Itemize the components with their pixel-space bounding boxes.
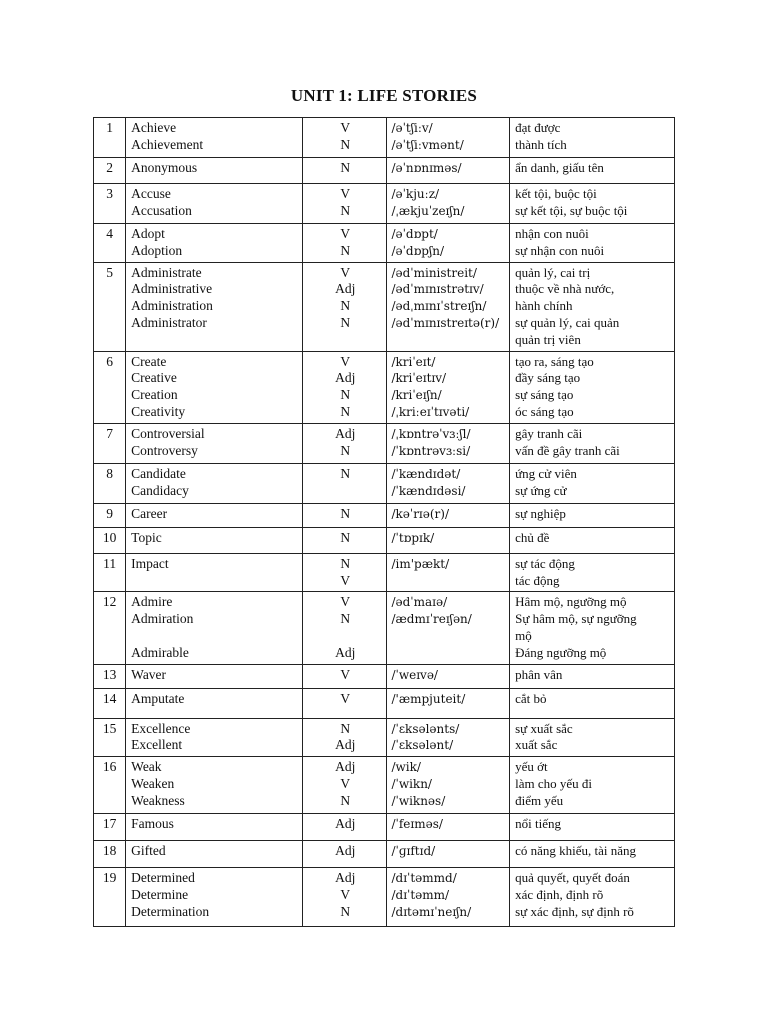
part-of-speech-line: N (340, 720, 351, 736)
part-of-speech-line: Adj (335, 737, 356, 753)
pronunciation-line: /ədˌmɪnɪˈstreɪʃn/ (391, 299, 487, 314)
meaning-line: tác động (515, 572, 560, 588)
table-row (94, 757, 675, 814)
word-line: Administrative (131, 281, 213, 297)
pronunciation-line: /ˈwikn/ (391, 776, 432, 791)
part-of-speech-cell (303, 527, 387, 553)
meaning-line: thuộc về nhà nước, (515, 281, 615, 297)
pronunciation-cell (387, 503, 510, 527)
part-of-speech-cell (303, 158, 387, 184)
part-of-speech-cell (303, 868, 387, 927)
word-line: Achievement (131, 136, 204, 152)
pronunciation-line: /dɪtəmɪˈneɪʃn/ (391, 904, 472, 919)
word-line: Determined (131, 870, 195, 886)
word-line: Determine (131, 886, 189, 902)
meaning-line: gây tranh cãi (515, 425, 583, 441)
pronunciation-line: /ədˈministreit/ (391, 265, 477, 280)
pronunciation-cell (387, 868, 510, 927)
part-of-speech-line: N (340, 202, 351, 218)
part-of-speech-line: Adj (335, 759, 356, 775)
pronunciation-line: /ədˈmɪnɪstreɪtə(r)/ (391, 315, 500, 330)
pronunciation-line: /kəˈrɪə(r)/ (391, 506, 450, 521)
meaning-cell (510, 224, 675, 263)
entry-number: 7 (94, 423, 126, 463)
word-line: Weaken (131, 775, 175, 791)
pronunciation-line: /ˈwiknəs/ (391, 793, 446, 808)
table-row (94, 351, 675, 423)
entry-number: 13 (94, 664, 126, 688)
part-of-speech-line: N (340, 555, 351, 571)
pronunciation-line: /ˈkændɪdət/ (391, 466, 461, 481)
pronunciation-line: /ədˈmaɪə/ (391, 595, 448, 610)
part-of-speech-line: V (340, 594, 351, 610)
part-of-speech-line: V (340, 572, 351, 588)
pronunciation-cell (387, 118, 510, 158)
part-of-speech-line: Adj (335, 843, 356, 859)
word-cell (126, 351, 303, 423)
meaning-line: kết tội, buộc tội (515, 186, 597, 201)
word-line: Administrate (131, 264, 202, 280)
table-row (94, 158, 675, 184)
word-line: Administrator (131, 314, 207, 330)
pronunciation-line: /ˈweɪvə/ (391, 667, 438, 682)
table-row (94, 592, 675, 664)
word-cell (126, 688, 303, 718)
meaning-line: có năng khiếu, tài năng (515, 843, 637, 859)
meaning-line: sự sáng tạo (515, 387, 574, 403)
meaning-line: sự nghiệp (515, 505, 566, 521)
word-line: Adoption (131, 242, 183, 258)
pronunciation-line: /əˈtʃiːv/ (391, 121, 433, 135)
part-of-speech-line: V (340, 690, 351, 706)
meaning-line: Đáng ngưỡng mộ (515, 644, 607, 660)
part-of-speech-line: Adj (335, 281, 356, 297)
pronunciation-cell (387, 351, 510, 423)
word-line: Candidacy (131, 482, 189, 498)
part-of-speech-line: V (340, 775, 351, 791)
word-cell (126, 841, 303, 868)
word-line: Create (131, 353, 167, 369)
meaning-line: đầy sáng tạo (515, 370, 581, 386)
meaning-cell (510, 423, 675, 463)
part-of-speech-cell (303, 718, 387, 757)
word-line: Achieve (131, 120, 177, 135)
part-of-speech-line: N (340, 298, 351, 314)
word-line: Excellence (131, 720, 191, 736)
part-of-speech-line: V (340, 353, 351, 369)
meaning-line: hành chính (515, 298, 573, 314)
part-of-speech-cell (303, 841, 387, 868)
table-row (94, 664, 675, 688)
entry-number: 17 (94, 814, 126, 841)
part-of-speech-cell (303, 503, 387, 527)
pronunciation-line: /kriˈeɪtɪv/ (391, 371, 447, 386)
meaning-line: đạt được (515, 120, 561, 135)
pronunciation-line: /ˈfeɪməs/ (391, 817, 443, 832)
pronunciation-cell (387, 553, 510, 592)
part-of-speech-line: N (340, 442, 351, 458)
pronunciation-line: /im'pækt/ (391, 556, 450, 571)
word-line: Anonymous (131, 160, 198, 175)
pronunciation-line: /ˌækjuˈzeɪʃn/ (391, 203, 465, 218)
part-of-speech-line: N (340, 160, 351, 175)
part-of-speech-cell (303, 118, 387, 158)
part-of-speech-line: N (340, 314, 351, 330)
part-of-speech-cell (303, 423, 387, 463)
part-of-speech-line: Adj (335, 870, 356, 886)
meaning-cell (510, 184, 675, 224)
word-line: Waver (131, 666, 167, 682)
word-cell (126, 262, 303, 351)
part-of-speech-cell (303, 351, 387, 423)
pronunciation-cell (387, 841, 510, 868)
word-line: Candidate (131, 465, 186, 481)
meaning-line: Hâm mộ, ngưỡng mộ (515, 594, 627, 610)
word-line: Admire (131, 594, 173, 610)
part-of-speech-cell (303, 224, 387, 263)
meaning-line: sự quản lý, cai quản (515, 314, 620, 330)
entry-number: 1 (94, 118, 126, 158)
entry-number: 6 (94, 351, 126, 423)
part-of-speech-line: N (340, 529, 351, 545)
pronunciation-line: /ˌkɒntrəˈvɜːʃl/ (391, 426, 471, 441)
part-of-speech-line: N (340, 403, 351, 419)
meaning-line: mộ (515, 627, 532, 643)
pronunciation-cell (387, 158, 510, 184)
word-line: Weakness (131, 792, 185, 808)
part-of-speech-cell (303, 664, 387, 688)
pronunciation-line: /ˈɛksələnt/ (391, 738, 454, 753)
pronunciation-line: /əˈkjuːz/ (391, 187, 440, 201)
part-of-speech-line: N (340, 903, 351, 919)
word-line: Controversy (131, 442, 198, 458)
table-row (94, 423, 675, 463)
part-of-speech-cell (303, 184, 387, 224)
meaning-cell (510, 688, 675, 718)
meaning-line: điểm yếu (515, 792, 564, 808)
meaning-line: yếu ớt (515, 759, 548, 775)
entry-number: 3 (94, 184, 126, 224)
word-line: Excellent (131, 737, 183, 753)
table-row (94, 184, 675, 224)
entry-number: 5 (94, 262, 126, 351)
table-row (94, 527, 675, 553)
word-cell (126, 118, 303, 158)
word-cell (126, 503, 303, 527)
word-line: Creation (131, 387, 178, 403)
meaning-cell (510, 553, 675, 592)
word-line: Career (131, 505, 168, 521)
part-of-speech-cell (303, 463, 387, 503)
meaning-cell (510, 592, 675, 664)
meaning-cell (510, 841, 675, 868)
meaning-cell (510, 664, 675, 688)
pronunciation-line: /əˈtʃiːvmənt/ (391, 137, 464, 152)
meaning-line: quả quyết, quyết đoán (515, 870, 630, 886)
part-of-speech-cell (303, 757, 387, 814)
word-cell (126, 592, 303, 664)
pronunciation-cell (387, 262, 510, 351)
word-line: Determination (131, 903, 210, 919)
word-cell (126, 814, 303, 841)
part-of-speech-line: N (340, 611, 351, 627)
meaning-line: sự xác định, sự định rõ (515, 903, 634, 919)
meaning-line: tạo ra, sáng tạo (515, 353, 594, 369)
part-of-speech-line: Adj (335, 425, 356, 441)
meaning-line: vấn đề gây tranh cãi (515, 442, 620, 458)
meaning-cell (510, 718, 675, 757)
meaning-cell (510, 814, 675, 841)
meaning-line: sự xuất sắc (515, 720, 573, 736)
pronunciation-cell (387, 527, 510, 553)
table-row (94, 262, 675, 351)
pronunciation-line: /kriˈeɪʃn/ (391, 388, 442, 403)
word-line: Amputate (131, 690, 185, 706)
pronunciation-line: /dɪˈtəmmd/ (391, 871, 457, 886)
table-row (94, 841, 675, 868)
pronunciation-cell (387, 184, 510, 224)
meaning-cell (510, 503, 675, 527)
meaning-line: quản trị viên (515, 331, 581, 347)
part-of-speech-line: N (340, 505, 351, 521)
word-cell (126, 757, 303, 814)
entry-number: 9 (94, 503, 126, 527)
meaning-cell (510, 158, 675, 184)
word-cell (126, 868, 303, 927)
meaning-line: sự nhận con nuôi (515, 242, 605, 258)
word-line: Admirable (131, 644, 189, 660)
pronunciation-line: /ˈtɒpɪk/ (391, 530, 435, 545)
pronunciation-line: /dɪˈtəmm/ (391, 887, 450, 902)
word-line: Weak (131, 759, 162, 775)
word-line: Admiration (131, 611, 194, 627)
word-line: Impact (131, 555, 169, 571)
table-row (94, 688, 675, 718)
page-title: UNIT 1: LIFE STORIES (290, 86, 478, 105)
part-of-speech-line: V (340, 120, 351, 135)
pronunciation-cell (387, 664, 510, 688)
pronunciation-cell (387, 718, 510, 757)
word-line: Gifted (131, 843, 166, 859)
pronunciation-line: /əˈdɒpʃn/ (391, 243, 445, 258)
pronunciation-cell (387, 814, 510, 841)
word-cell (126, 184, 303, 224)
part-of-speech-line: N (340, 465, 351, 481)
word-cell (126, 423, 303, 463)
pronunciation-cell (387, 463, 510, 503)
part-of-speech-line: V (340, 264, 351, 280)
pronunciation-line: /ˈɛksələnts/ (391, 721, 460, 736)
word-line: Famous (131, 816, 174, 832)
meaning-line: thành tích (515, 136, 567, 152)
word-line: Administration (131, 298, 213, 314)
word-cell (126, 664, 303, 688)
meaning-line: xác định, định rõ (515, 886, 604, 902)
word-cell (126, 718, 303, 757)
entry-number: 10 (94, 527, 126, 553)
meaning-line: quản lý, cai trị (515, 264, 591, 280)
pronunciation-cell (387, 224, 510, 263)
entry-number: 12 (94, 592, 126, 664)
table-row (94, 224, 675, 263)
part-of-speech-line: N (340, 792, 351, 808)
meaning-cell (510, 351, 675, 423)
entry-number: 19 (94, 868, 126, 927)
meaning-line: xuất sắc (515, 737, 558, 753)
word-line: Topic (131, 529, 162, 545)
part-of-speech-line: Adj (335, 644, 356, 660)
pronunciation-cell (387, 592, 510, 664)
pronunciation-cell (387, 757, 510, 814)
meaning-line: sự tác động (515, 555, 575, 571)
part-of-speech-cell (303, 814, 387, 841)
part-of-speech-cell (303, 688, 387, 718)
meaning-line: cắt bỏ (515, 690, 547, 706)
entry-number: 18 (94, 841, 126, 868)
pronunciation-line: /kriˈeɪt/ (391, 354, 436, 369)
table-row (94, 118, 675, 158)
part-of-speech-cell (303, 592, 387, 664)
table-row (94, 718, 675, 757)
entry-number: 11 (94, 553, 126, 592)
pronunciation-line: /əˈnɒnɪməs/ (391, 161, 462, 175)
meaning-cell (510, 527, 675, 553)
meaning-cell (510, 463, 675, 503)
part-of-speech-cell (303, 553, 387, 592)
table-row (94, 814, 675, 841)
part-of-speech-line (308, 628, 382, 645)
meaning-line: chủ đề (515, 529, 550, 545)
part-of-speech-line: V (340, 186, 351, 201)
word-line: Adopt (131, 226, 165, 241)
part-of-speech-line: N (340, 136, 351, 152)
pronunciation-line: /əˈdɒpt/ (391, 227, 438, 241)
part-of-speech-line: N (340, 387, 351, 403)
table-row (94, 503, 675, 527)
vocabulary-table (93, 117, 675, 927)
pronunciation-line: /ˈɡɪftɪd/ (391, 844, 436, 859)
part-of-speech-line: Adj (335, 370, 356, 386)
entry-number: 14 (94, 688, 126, 718)
meaning-line: làm cho yếu đi (515, 775, 593, 791)
entry-number: 4 (94, 224, 126, 263)
meaning-line: nhận con nuôi (515, 226, 589, 241)
meaning-line: sự kết tội, sự buộc tội (515, 202, 628, 218)
meaning-line: Sự hâm mộ, sự ngưỡng (515, 611, 637, 627)
part-of-speech-line: N (340, 242, 351, 258)
pronunciation-line: /ˈkændɪdəsi/ (391, 483, 466, 498)
pronunciation-line: /ədˈmɪnɪstrətɪv/ (391, 282, 484, 297)
part-of-speech-line: Adj (335, 816, 356, 832)
word-line: Creative (131, 370, 177, 386)
pronunciation-cell (387, 423, 510, 463)
pronunciation-line: /wik/ (391, 760, 421, 775)
meaning-cell (510, 757, 675, 814)
meaning-line: sự ứng cử (515, 482, 567, 498)
meaning-line: ứng cử viên (515, 465, 577, 481)
pronunciation-line: /ædmɪˈreɪʃən/ (391, 612, 472, 627)
meaning-line: ẩn danh, giấu tên (515, 160, 604, 175)
pronunciation-line: /ˈkɒntrəvɜːsi/ (391, 443, 471, 458)
part-of-speech-line: V (340, 886, 351, 902)
word-line (131, 628, 298, 645)
entry-number: 15 (94, 718, 126, 757)
meaning-line: nổi tiếng (515, 816, 561, 832)
part-of-speech-cell (303, 262, 387, 351)
part-of-speech-line: V (340, 226, 351, 241)
word-cell (126, 224, 303, 263)
meaning-line: phân vân (515, 666, 563, 682)
entry-number: 16 (94, 757, 126, 814)
word-line: Controversial (131, 425, 205, 441)
meaning-line: óc sáng tạo (515, 403, 574, 419)
pronunciation-line: /ˌkriːeɪˈtɪvəti/ (391, 404, 470, 419)
meaning-cell (510, 868, 675, 927)
vocabulary-table-body (94, 118, 675, 927)
word-line: Accuse (131, 186, 171, 201)
table-row (94, 553, 675, 592)
word-cell (126, 553, 303, 592)
word-cell (126, 463, 303, 503)
pronunciation-line: /'æmpjuteit/ (391, 691, 466, 706)
word-cell (126, 527, 303, 553)
word-line: Accusation (131, 202, 192, 218)
table-row (94, 463, 675, 503)
pronunciation-cell (387, 688, 510, 718)
entry-number: 8 (94, 463, 126, 503)
meaning-cell (510, 262, 675, 351)
entry-number: 2 (94, 158, 126, 184)
meaning-cell (510, 118, 675, 158)
table-row (94, 868, 675, 927)
word-cell (126, 158, 303, 184)
word-line: Creativity (131, 403, 186, 419)
part-of-speech-line: V (340, 666, 351, 682)
